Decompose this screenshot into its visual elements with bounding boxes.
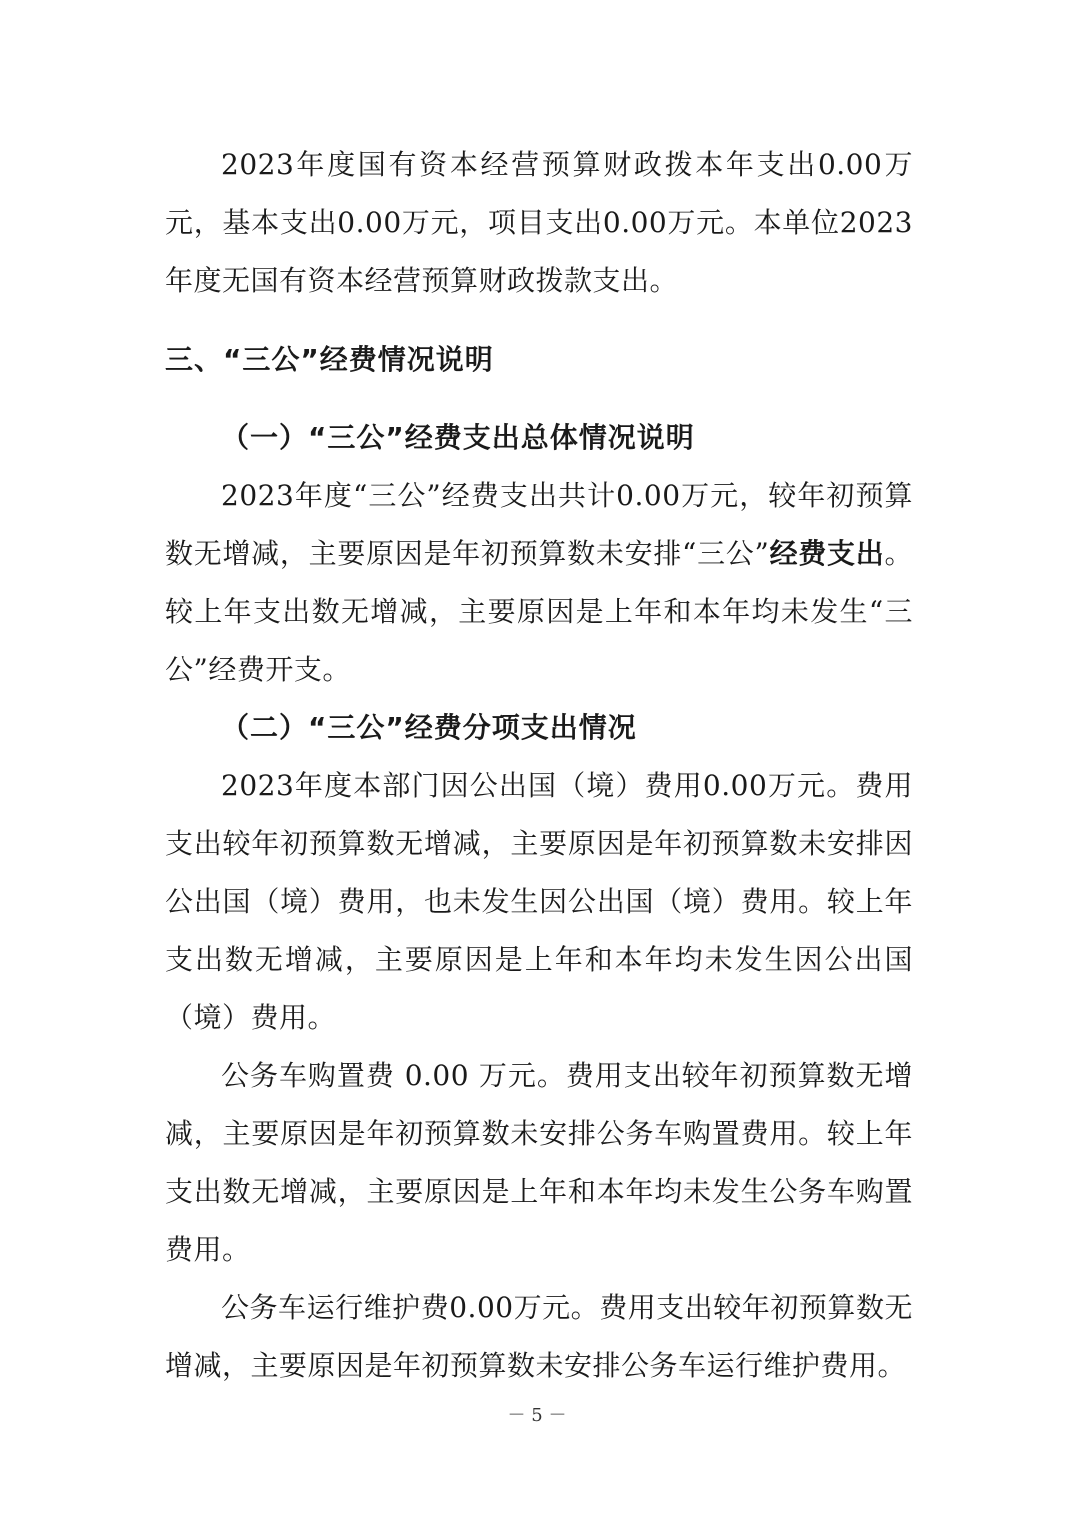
subsection-heading-overall: （一）“三公”经费支出总体情况说明 (221, 421, 695, 454)
paragraph-overall-expenses (165, 467, 913, 699)
paragraph-overall-bold-text: 经费支出 (769, 537, 885, 570)
paragraph-vehicle-maintenance: 公务车运行维护费0.00万元。费用支出较年初预算数无增减，主要原因是年初预算数未安排公务车运行维护费用。 (165, 1291, 913, 1382)
subsection-heading-itemized: （二）“三公”经费分项支出情况 (221, 711, 637, 744)
paragraph-vehicle-purchase: 公务车购置费 0.00 万元。费用支出较年初预算数无增减，主要原因是年初预算数未安排公务车购置费用。较上年支出数无增减，主要原因是上年和本年均未发生公务车购置费用。 (165, 1059, 913, 1266)
paragraph-overall-text-2: 。较上年支出数无增减，主要原因是上年和本年均未发生“三公”经费开支。 (165, 537, 913, 686)
paragraph-overall-text-1: 2023年度“三公”经费支出共计0.00万元，较年初预算数无增减，主要原因是年初预算数未安排“三公” (165, 479, 913, 570)
page-body (165, 136, 913, 1395)
paragraph-state-capital-budget: 2023年度国有资本经营预算财政拨本年支出0.00万元，基本支出0.00万元，项目支出0.00万元。本单位2023年度无国有资本经营预算财政拨款支出。 (165, 148, 913, 297)
page-number: － 5 － (507, 1405, 567, 1426)
paragraph-overseas-travel: 2023年度本部门因公出国（境）费用0.00万元。费用支出较年初预算数无增减，主要原因是年初预算数未安排因公出国（境）费用，也未发生因公出国（境）费用。较上年支出数无增减，主要原因是上年和本年均未发生因公出国（境）费用。 (165, 769, 913, 1034)
section-heading-three-public-expenses: 三、“三公”经费情况说明 (165, 343, 494, 376)
